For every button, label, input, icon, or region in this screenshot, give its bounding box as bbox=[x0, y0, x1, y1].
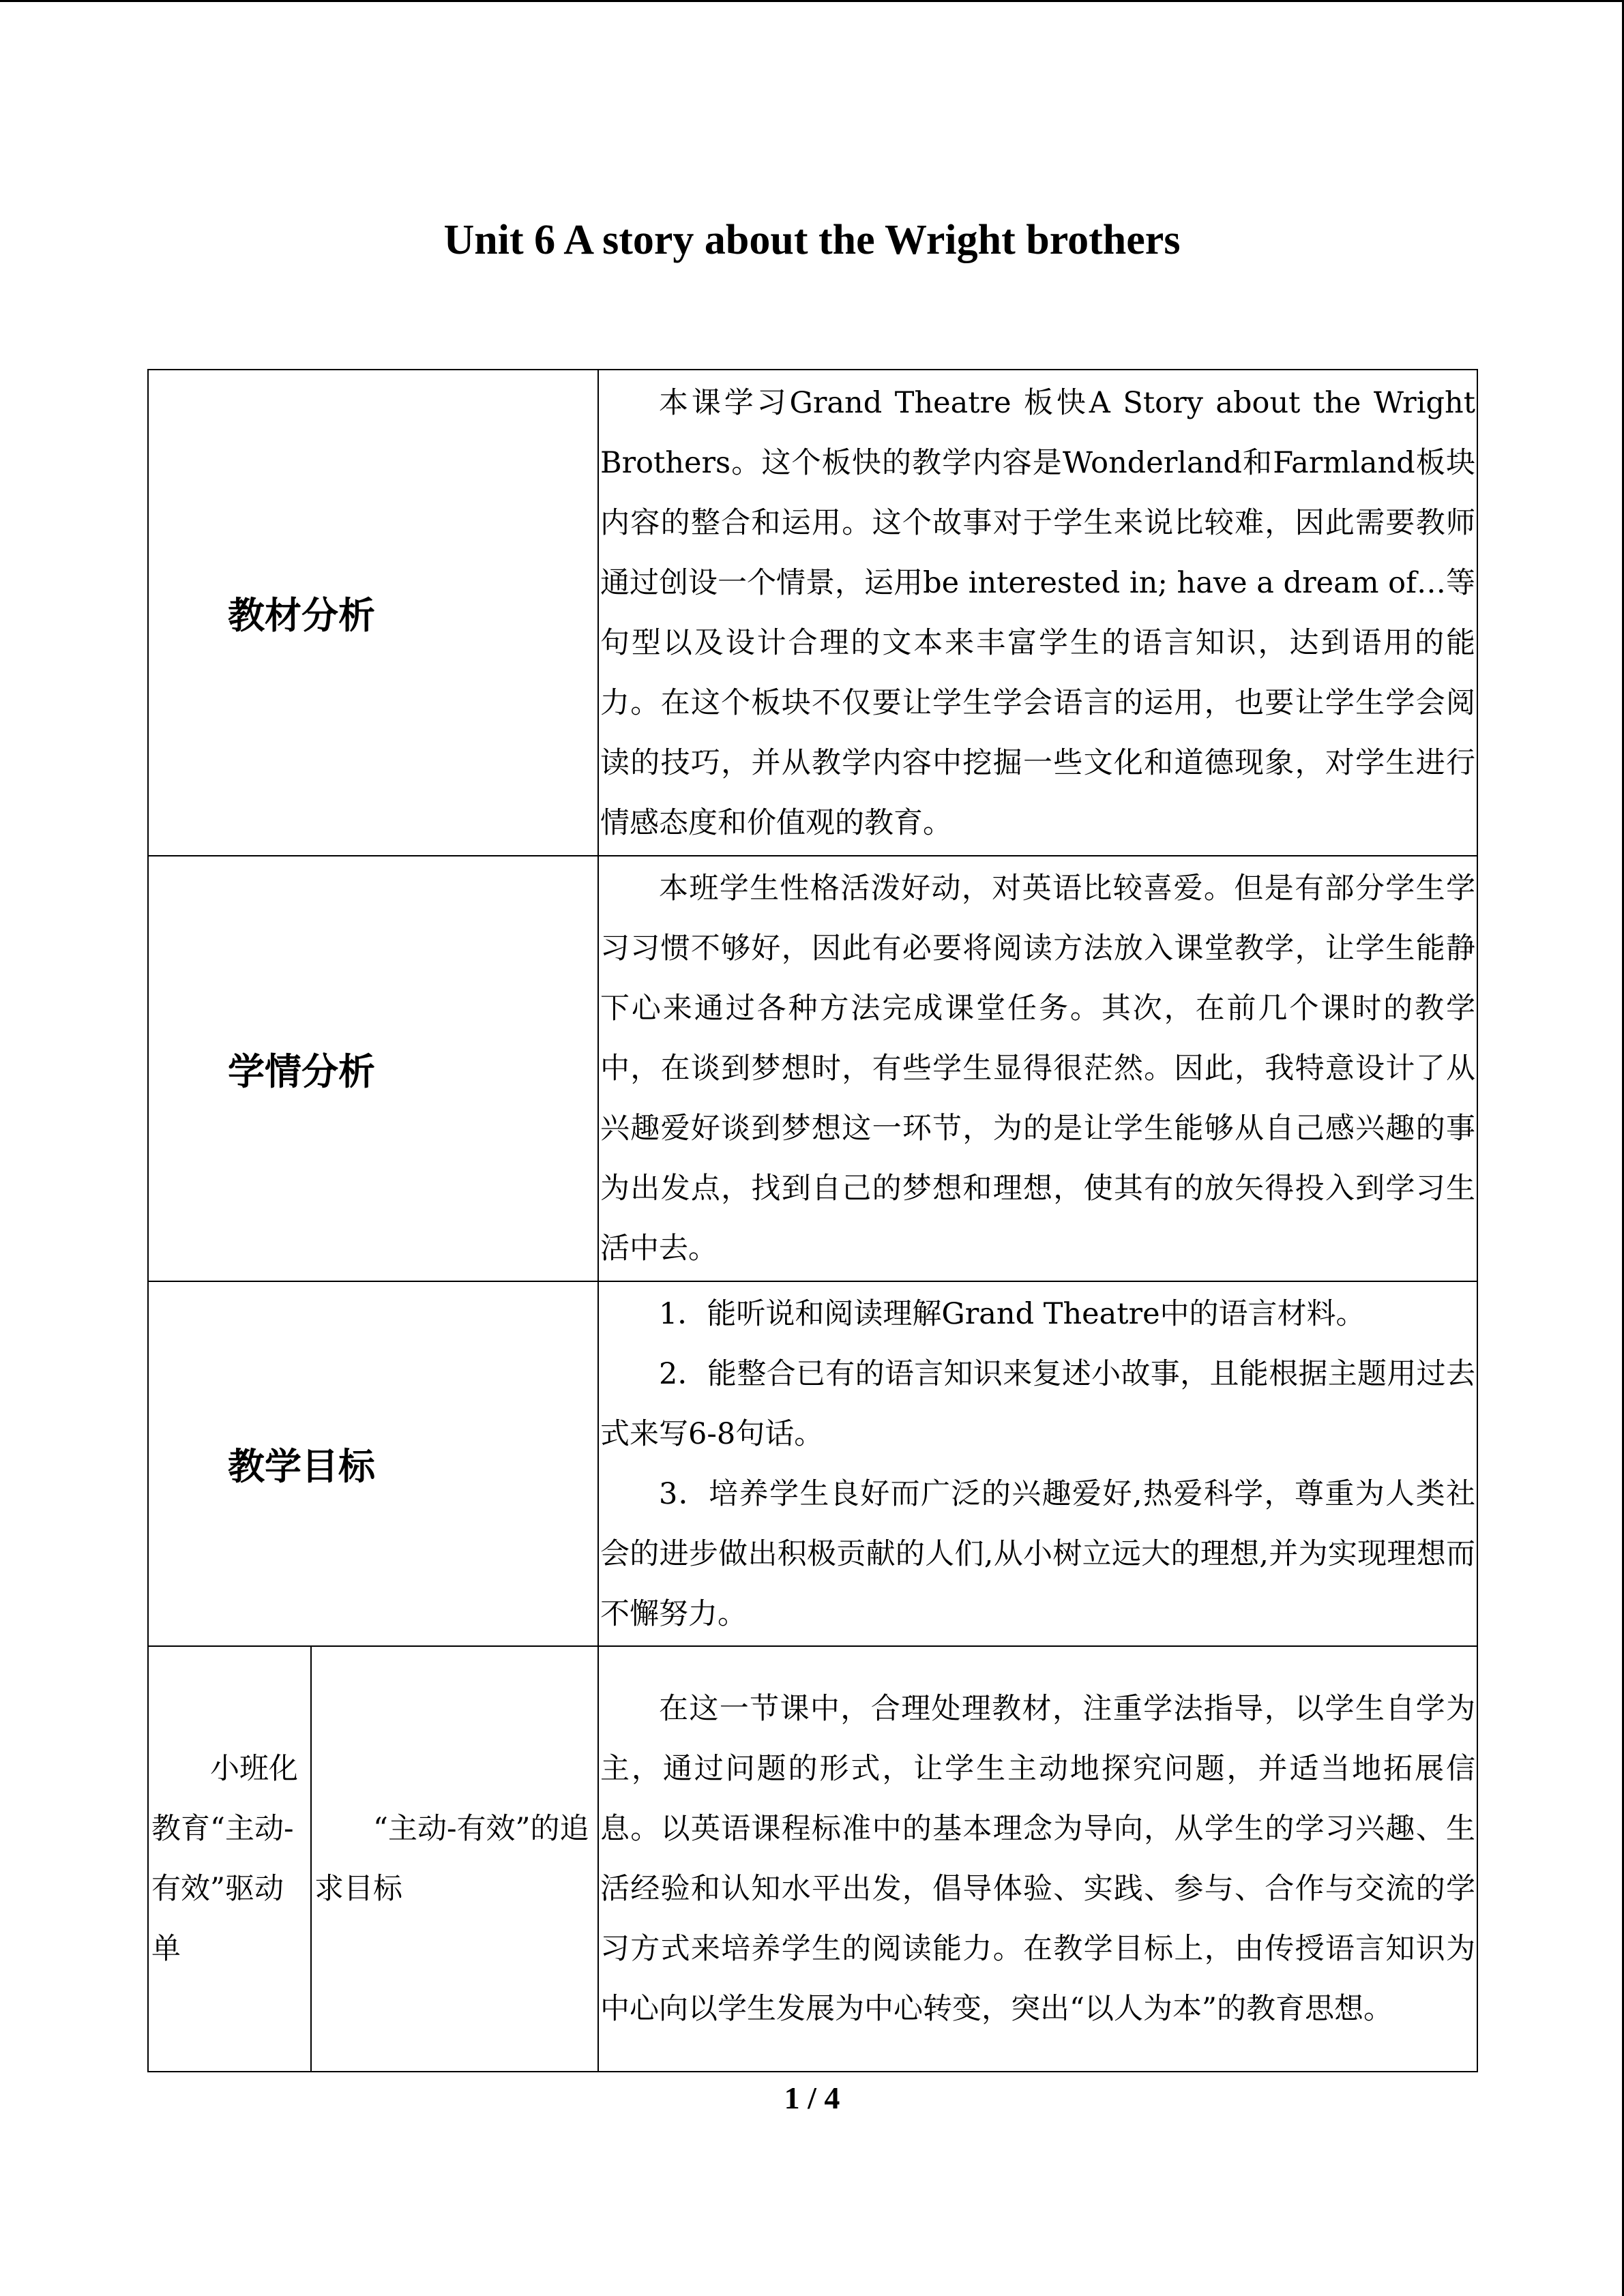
row-content-student-analysis bbox=[598, 856, 1477, 1281]
objective-item: 1．能听说和阅读理解Grand Theatre中的语言材料。 bbox=[659, 1296, 1365, 1331]
row-label-driving-sheet: 小班化教育“主动-有效”驱动单 bbox=[148, 1646, 311, 2072]
paragraph: 本课学习Grand Theatre 板快A Story about the Wright Brothers。这个板快的教学内容是Wonderland和Farmland板块内容的整合和运用。这个故事对于学生来说比较难，因此需要教师通过创设一个情景，运用be interested in; have a dream of…等句型以及设计合理的文本来丰富学生的语言知识，达到语用的能力。在这个板块不仅要让学生学会语言的运用，也要让学生学会阅读的技巧，并从教学内容中挖掘一些文化和道德现象，对学生进行情感态度和价值观的教育。 bbox=[600, 385, 1475, 840]
row-label-student-analysis: 学情分析 bbox=[148, 856, 598, 1281]
row-label-textbook-analysis: 教材分析 bbox=[148, 370, 598, 856]
row-content-pursuit-goal bbox=[598, 1646, 1477, 2072]
row-content-teaching-objectives bbox=[598, 1281, 1477, 1646]
paragraph: 在这一节课中，合理处理教材，注重学法指导，以学生自学为主，通过问题的形式，让学生主动地探究问题，并适当地拓展信息。以英语课程标准中的基本理念为导向，从学生的学习兴趣、生活经验和认知水平出发，倡导体验、实践、参与、合作与交流的学习方式来培养学生的阅读能力。在教学目标上，由传授语言知识为中心向以学生发展为中心转变，突出“以人为本”的教育思想。 bbox=[600, 1692, 1475, 2026]
page-number: 1 / 4 bbox=[784, 2081, 840, 2115]
lesson-plan-table bbox=[147, 369, 1478, 2072]
table-row-driving-sheet bbox=[148, 1646, 1477, 2072]
table-row-student-analysis bbox=[148, 856, 1477, 1281]
row-label-teaching-objectives: 教学目标 bbox=[148, 1281, 598, 1646]
paragraph: 本班学生性格活泼好动，对英语比较喜爱。但是有部分学生学习习惯不够好，因此有必要将阅读方法放入课堂教学，让学生能静下心来通过各种方法完成课堂任务。其次，在前几个课时的教学中，在谈到梦想时，有些学生显得很茫然。因此，我特意设计了从兴趣爱好谈到梦想这一环节，为的是让学生能够从自己感兴趣的事为出发点，找到自己的梦想和理想，使其有的放矢得投入到学习生活中去。 bbox=[600, 871, 1475, 1266]
table-row-textbook-analysis bbox=[148, 370, 1477, 856]
row-content-textbook-analysis bbox=[598, 370, 1477, 856]
table-row-teaching-objectives bbox=[148, 1281, 1477, 1646]
page-top-border bbox=[0, 0, 1624, 2]
document-title: Unit 6 A story about the Wright brothers bbox=[443, 217, 1181, 263]
row-label-pursuit-goal: “主动-有效”的追求目标 bbox=[311, 1646, 598, 2072]
objective-item: 3．培养学生良好而广泛的兴趣爱好,热爱科学，尊重为人类社会的进步做出积极贡献的人们,从小树立远大的理想,并为实现理想而不懈努力。 bbox=[600, 1476, 1475, 1631]
objective-item: 2．能整合已有的语言知识来复述小故事，且能根据主题用过去式来写6-8句话。 bbox=[600, 1356, 1475, 1451]
